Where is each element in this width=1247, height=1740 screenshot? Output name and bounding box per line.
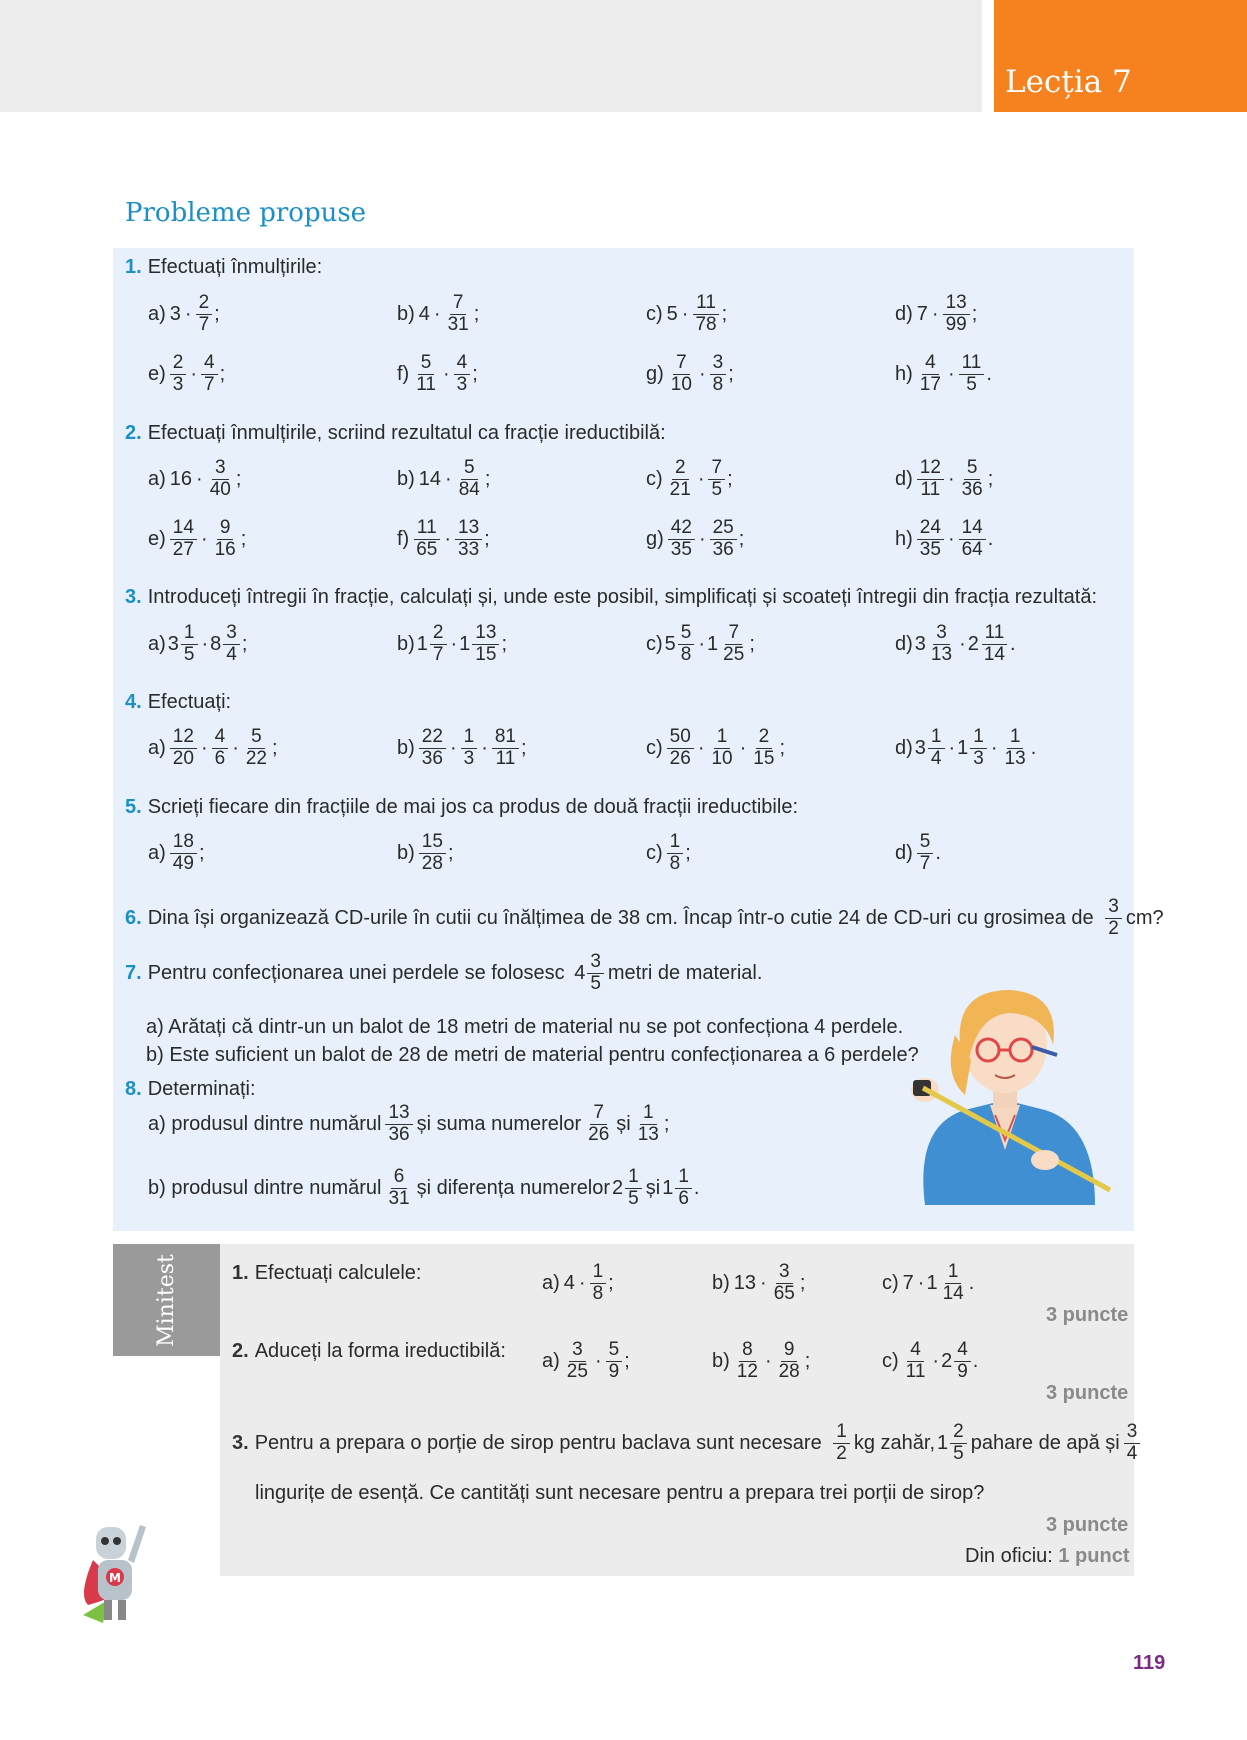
fraction: $\frac{5}{11}$ (416, 352, 436, 395)
minitest-q1-c: c) 7 · 1 $\frac{1}{14}$ . (882, 1261, 975, 1304)
exercise-text: Efectuați înmulțirile, scriind rezultatul ca fracție ireductibilă: (147, 422, 666, 444)
ex4-item-c: c) $\frac{50}{26}$ · $\frac{1}{10}$ · $\frac{2}{15}$ ; (646, 726, 785, 769)
ex2-item-h: h) $\frac{24}{35}$ · $\frac{14}{64}$ . (895, 517, 994, 560)
exercise-number: 8. (125, 1078, 142, 1100)
fraction: $\frac{4}{7}$ (201, 353, 218, 396)
question-text: Pentru a prepara o porție de sirop pentru baclava sunt necesare (254, 1431, 822, 1454)
fraction: $\frac{4}{17}$ (919, 352, 941, 395)
fraction: $\frac{3}{25}$ (566, 1339, 588, 1382)
exercise-number: 7. (125, 961, 142, 984)
fraction: $\frac{3}{5}$ (587, 952, 604, 995)
ex4-item-b: b) $\frac{22}{36}$ · $\frac{1}{3}$ · $\frac{81}{11}$ ; (397, 726, 527, 769)
ex5-item-d: d) $\frac{5}{7}$ . (895, 831, 941, 874)
fraction: $\frac{5}{36}$ (961, 457, 983, 500)
fraction: $\frac{4}{3}$ (454, 353, 471, 396)
exercise-2-heading (125, 422, 666, 445)
fraction: $\frac{5}{7}$ (917, 832, 934, 875)
exercise-text: Efectuați: (147, 691, 232, 713)
points-q2: 3 puncte (1046, 1382, 1129, 1404)
girl-with-tape-illustration (895, 975, 1127, 1210)
page-number: 119 (1133, 1652, 1166, 1674)
fraction: $\frac{1}{5}$ (625, 1167, 642, 1210)
fraction: $\frac{81}{11}$ (492, 727, 519, 770)
fraction: $\frac{13}{15}$ (472, 623, 499, 666)
oficiu-value: 1 punct (1058, 1545, 1130, 1567)
exercise-text: Dina își organizează CD-urile în cutii cu înălțimea de 38 cm. Încap într-o cutie 24 de CD-uri cu grosimea de (147, 906, 1094, 929)
fraction: $\frac{7}{26}$ (588, 1102, 610, 1145)
fraction: $\frac{18}{49}$ (170, 832, 197, 875)
ex1-item-h: h) $\frac{4}{17}$ · $\frac{11}{5}$ . (895, 352, 992, 395)
minitest-box (220, 1244, 1134, 1576)
minitest-q2-a: a) $\frac{3}{25}$ · $\frac{5}{9}$ ; (542, 1339, 630, 1382)
exercise-5-heading (125, 796, 798, 819)
minitest-q3: 3. Pentru a prepara o porție de sirop pentru baclava sunt necesare $\frac{1}{2}$ kg zahăr, 1 $\frac{2}{5}$ pahare de apă și $\frac{3}{4}$ (232, 1422, 1142, 1465)
fraction: $\frac{11}{78}$ (692, 293, 719, 336)
minitest-tab (113, 1244, 220, 1356)
ex2-item-d: d) $\frac{12}{11}$ · $\frac{5}{36}$ ; (895, 457, 994, 500)
fraction: $\frac{9}{16}$ (214, 517, 236, 560)
exercise-text: Pentru confecționarea unei perdele se folosesc (147, 961, 565, 984)
fraction: $\frac{25}{36}$ (710, 518, 737, 561)
ex5-item-c: c) $\frac{1}{8}$ ; (646, 831, 691, 874)
points-q3: 3 puncte (1046, 1514, 1129, 1536)
ex8-item-a: a) produsul dintre numărul $\frac{13}{36}$ și suma numerelor $\frac{7}{26}$ și $\frac{1}{13}$ ; (148, 1102, 670, 1145)
fraction: $\frac{1}{8}$ (590, 1262, 607, 1305)
ex8-item-b: b) produsul dintre numărul $\frac{6}{31}$ și diferența numerelor 2 $\frac{1}{5}$ și 1 $\frac{1}{6}$ . (148, 1166, 700, 1209)
fraction: $\frac{2}{5}$ (950, 1422, 967, 1465)
fraction: $\frac{7}{25}$ (723, 622, 745, 665)
ex3-item-d: d) 3 $\frac{3}{13}$ · 2 $\frac{11}{14}$ . (895, 622, 1016, 665)
exercise-number: 3. (125, 586, 142, 608)
minitest-q1-a: a) 4 · $\frac{1}{8}$ ; (542, 1261, 614, 1304)
fraction: $\frac{12}{20}$ (170, 727, 197, 770)
lesson-title: Lecția 7 (1005, 64, 1132, 100)
fraction: $\frac{22}{36}$ (419, 727, 446, 770)
fraction: $\frac{1}{10}$ (711, 726, 733, 769)
ex1-item-g: g) $\frac{7}{10}$ · $\frac{3}{8}$ ; (646, 352, 734, 395)
ex1-item-e: e) $\frac{2}{3}$ · $\frac{4}{7}$ ; (148, 352, 226, 395)
exercise-7-b: b) Este suficient un balot de 28 de metri de material pentru confecționarea a 6 perdele? (146, 1044, 919, 1066)
fraction: $\frac{4}{6}$ (212, 727, 229, 770)
ex2-item-c: c) $\frac{2}{21}$ · $\frac{7}{5}$ ; (646, 457, 733, 500)
exercise-6: 6. Dina își organizează CD-urile în cutii cu înălțimea de 38 cm. Încap într-o cutie 24 de CD-uri cu grosimea de $\frac{3}{2}$ cm? (125, 896, 1164, 939)
question-number: 3. (232, 1431, 249, 1454)
fraction: $\frac{11}{5}$ (959, 353, 985, 396)
fraction: $\frac{2}{7}$ (196, 293, 213, 336)
fraction: $\frac{9}{28}$ (778, 1339, 800, 1382)
exercise-1-heading (125, 256, 322, 279)
fraction: $\frac{1}{3}$ (461, 727, 478, 770)
fraction: $\frac{5}{84}$ (458, 457, 480, 500)
fraction: $\frac{3}{65}$ (773, 1261, 795, 1304)
minitest-q1 (232, 1262, 421, 1285)
exercise-number: 1. (125, 256, 142, 278)
exercise-text: Scrieți fiecare din fracțiile de mai jos ca produs de două fracții ireductibile: (147, 796, 798, 818)
svg-text:M: M (109, 1571, 121, 1585)
fraction: $\frac{1}{13}$ (637, 1102, 659, 1145)
ex2-item-e: e) $\frac{14}{27}$ · $\frac{9}{16}$ ; (148, 517, 247, 560)
fraction: $\frac{50}{26}$ (667, 727, 694, 770)
fraction: $\frac{13}{99}$ (943, 293, 970, 336)
ex5-item-a: a) $\frac{18}{49}$ ; (148, 831, 205, 874)
fraction: $\frac{5}{9}$ (606, 1340, 623, 1383)
minitest-q2-b: b) $\frac{8}{12}$ · $\frac{9}{28}$ ; (712, 1339, 811, 1382)
fraction: $\frac{14}{27}$ (170, 518, 197, 561)
fraction: $\frac{3}{2}$ (1105, 897, 1122, 940)
fraction: $\frac{2}{3}$ (170, 353, 187, 396)
ex2-item-g: g) $\frac{42}{35}$ · $\frac{25}{36}$ ; (646, 517, 745, 560)
exercise-text: Introduceți întregii în fracție, calculați și, unde este posibil, simplificați și scoateți întregii din fracția rezultată: (147, 586, 1098, 608)
fraction: $\frac{13}{33}$ (455, 518, 482, 561)
oficiu-points (965, 1545, 1130, 1568)
question-text: Aduceți la forma ireductibilă: (254, 1340, 506, 1362)
fraction: $\frac{3}{4}$ (1124, 1422, 1141, 1465)
ex1-item-d: d) 7 · $\frac{13}{99}$ ; (895, 292, 978, 335)
exercise-7: 7. Pentru confecționarea unei perdele se folosesc 4 $\frac{3}{5}$ metri de material. (125, 951, 763, 994)
exercise-3-heading (125, 586, 1097, 609)
exercise-number: 6. (125, 906, 142, 929)
fraction: $\frac{1}{2}$ (833, 1422, 850, 1465)
ex2-item-f: f) $\frac{11}{65}$ · $\frac{13}{33}$ ; (397, 517, 490, 560)
exercise-number: 4. (125, 691, 142, 713)
fraction: $\frac{1}{6}$ (675, 1167, 692, 1210)
minitest-q3-line2: lingurițe de esență. Ce cantități sunt necesare pentru a prepara trei porții de sirop? (255, 1482, 985, 1504)
minitest-q1-b: b) 13 · $\frac{3}{65}$ ; (712, 1261, 806, 1304)
mascot-illustration (68, 1505, 168, 1630)
points-q1: 3 puncte (1046, 1304, 1129, 1326)
fraction: $\frac{24}{35}$ (917, 518, 944, 561)
exercise-text: Efectuați înmulțirile: (147, 256, 323, 278)
fraction: $\frac{13}{36}$ (385, 1103, 412, 1146)
fraction: $\frac{12}{11}$ (917, 458, 944, 501)
ex1-item-a: a) 3 · $\frac{2}{7}$ ; (148, 292, 220, 335)
fraction: $\frac{1}{3}$ (970, 727, 987, 770)
fraction: $\frac{7}{10}$ (670, 352, 692, 395)
question-text: Efectuați calculele: (254, 1262, 422, 1284)
fraction: $\frac{7}{5}$ (708, 458, 725, 501)
minitest-q2 (232, 1340, 506, 1363)
fraction: $\frac{1}{14}$ (942, 1261, 964, 1304)
ex4-item-a: a) $\frac{12}{20}$ · $\frac{4}{6}$ · $\frac{5}{22}$ ; (148, 726, 278, 769)
fraction: $\frac{1}{8}$ (667, 832, 684, 875)
ex3-item-c: c) 5 $\frac{5}{8}$ · 1 $\frac{7}{25}$ ; (646, 622, 755, 665)
fraction: $\frac{5}{22}$ (245, 726, 267, 769)
ex4-item-d: d) 3 $\frac{1}{4}$ · 1 $\frac{1}{3}$ · $\frac{1}{13}$ . (895, 726, 1037, 769)
fraction: $\frac{3}{40}$ (209, 457, 231, 500)
fraction: $\frac{2}{15}$ (753, 726, 775, 769)
fraction: $\frac{2}{7}$ (430, 623, 447, 666)
exercise-number: 2. (125, 422, 142, 444)
oficiu-label: Din oficiu: (965, 1545, 1053, 1567)
fraction: $\frac{1}{5}$ (181, 623, 198, 666)
ex1-item-b: b) 4 · $\frac{7}{31}$ ; (397, 292, 480, 335)
ex2-item-b: b) 14 · $\frac{5}{84}$ ; (397, 457, 491, 500)
fraction: $\frac{1}{4}$ (928, 727, 945, 770)
exercise-4-heading (125, 691, 231, 714)
exercise-8-heading (125, 1078, 256, 1101)
header-bar (0, 0, 982, 112)
fraction: $\frac{1}{13}$ (1004, 726, 1026, 769)
fraction: $\frac{42}{35}$ (668, 518, 695, 561)
exercise-number: 5. (125, 796, 142, 818)
fraction: $\frac{11}{14}$ (981, 623, 1008, 666)
minitest-label: Minitest (153, 1253, 179, 1347)
fraction: $\frac{11}{65}$ (413, 518, 440, 561)
ex3-item-a: a) 3 $\frac{1}{5}$ · 8 $\frac{3}{4}$ ; (148, 622, 248, 665)
ex5-item-b: b) $\frac{15}{28}$ ; (397, 831, 454, 874)
minitest-q2-c: c) $\frac{4}{11}$ · 2 $\frac{4}{9}$ . (882, 1339, 979, 1382)
ex1-item-f: f) $\frac{5}{11}$ · $\frac{4}{3}$ ; (397, 352, 478, 395)
exercise-7-a: a) Arătați că dintr-un un balot de 18 metri de material nu se pot confecționa 4 perdele. (146, 1016, 904, 1038)
fraction: $\frac{8}{12}$ (736, 1339, 758, 1382)
question-number: 1. (232, 1262, 249, 1284)
fraction: $\frac{7}{31}$ (447, 292, 469, 335)
fraction: $\frac{3}{4}$ (223, 623, 240, 666)
fraction: $\frac{4}{11}$ (905, 1339, 926, 1382)
ex2-item-a: a) 16 · $\frac{3}{40}$ ; (148, 457, 242, 500)
fraction: $\frac{3}{8}$ (710, 353, 727, 396)
exercise-text: Determinați: (147, 1078, 256, 1100)
fraction: $\frac{3}{13}$ (930, 622, 953, 665)
ex1-item-c: c) 5 · $\frac{11}{78}$ ; (646, 292, 728, 335)
ex3-item-b: b) 1 $\frac{2}{7}$ · 1 $\frac{13}{15}$ ; (397, 622, 507, 665)
question-number: 2. (232, 1340, 249, 1362)
fraction: $\frac{15}{28}$ (419, 832, 446, 875)
fraction: $\frac{6}{31}$ (388, 1166, 410, 1209)
fraction: $\frac{5}{8}$ (678, 623, 695, 666)
section-title: Probleme propuse (125, 198, 367, 228)
fraction: $\frac{4}{9}$ (954, 1340, 971, 1383)
fraction: $\frac{14}{64}$ (959, 518, 986, 561)
fraction: $\frac{2}{21}$ (669, 457, 691, 500)
